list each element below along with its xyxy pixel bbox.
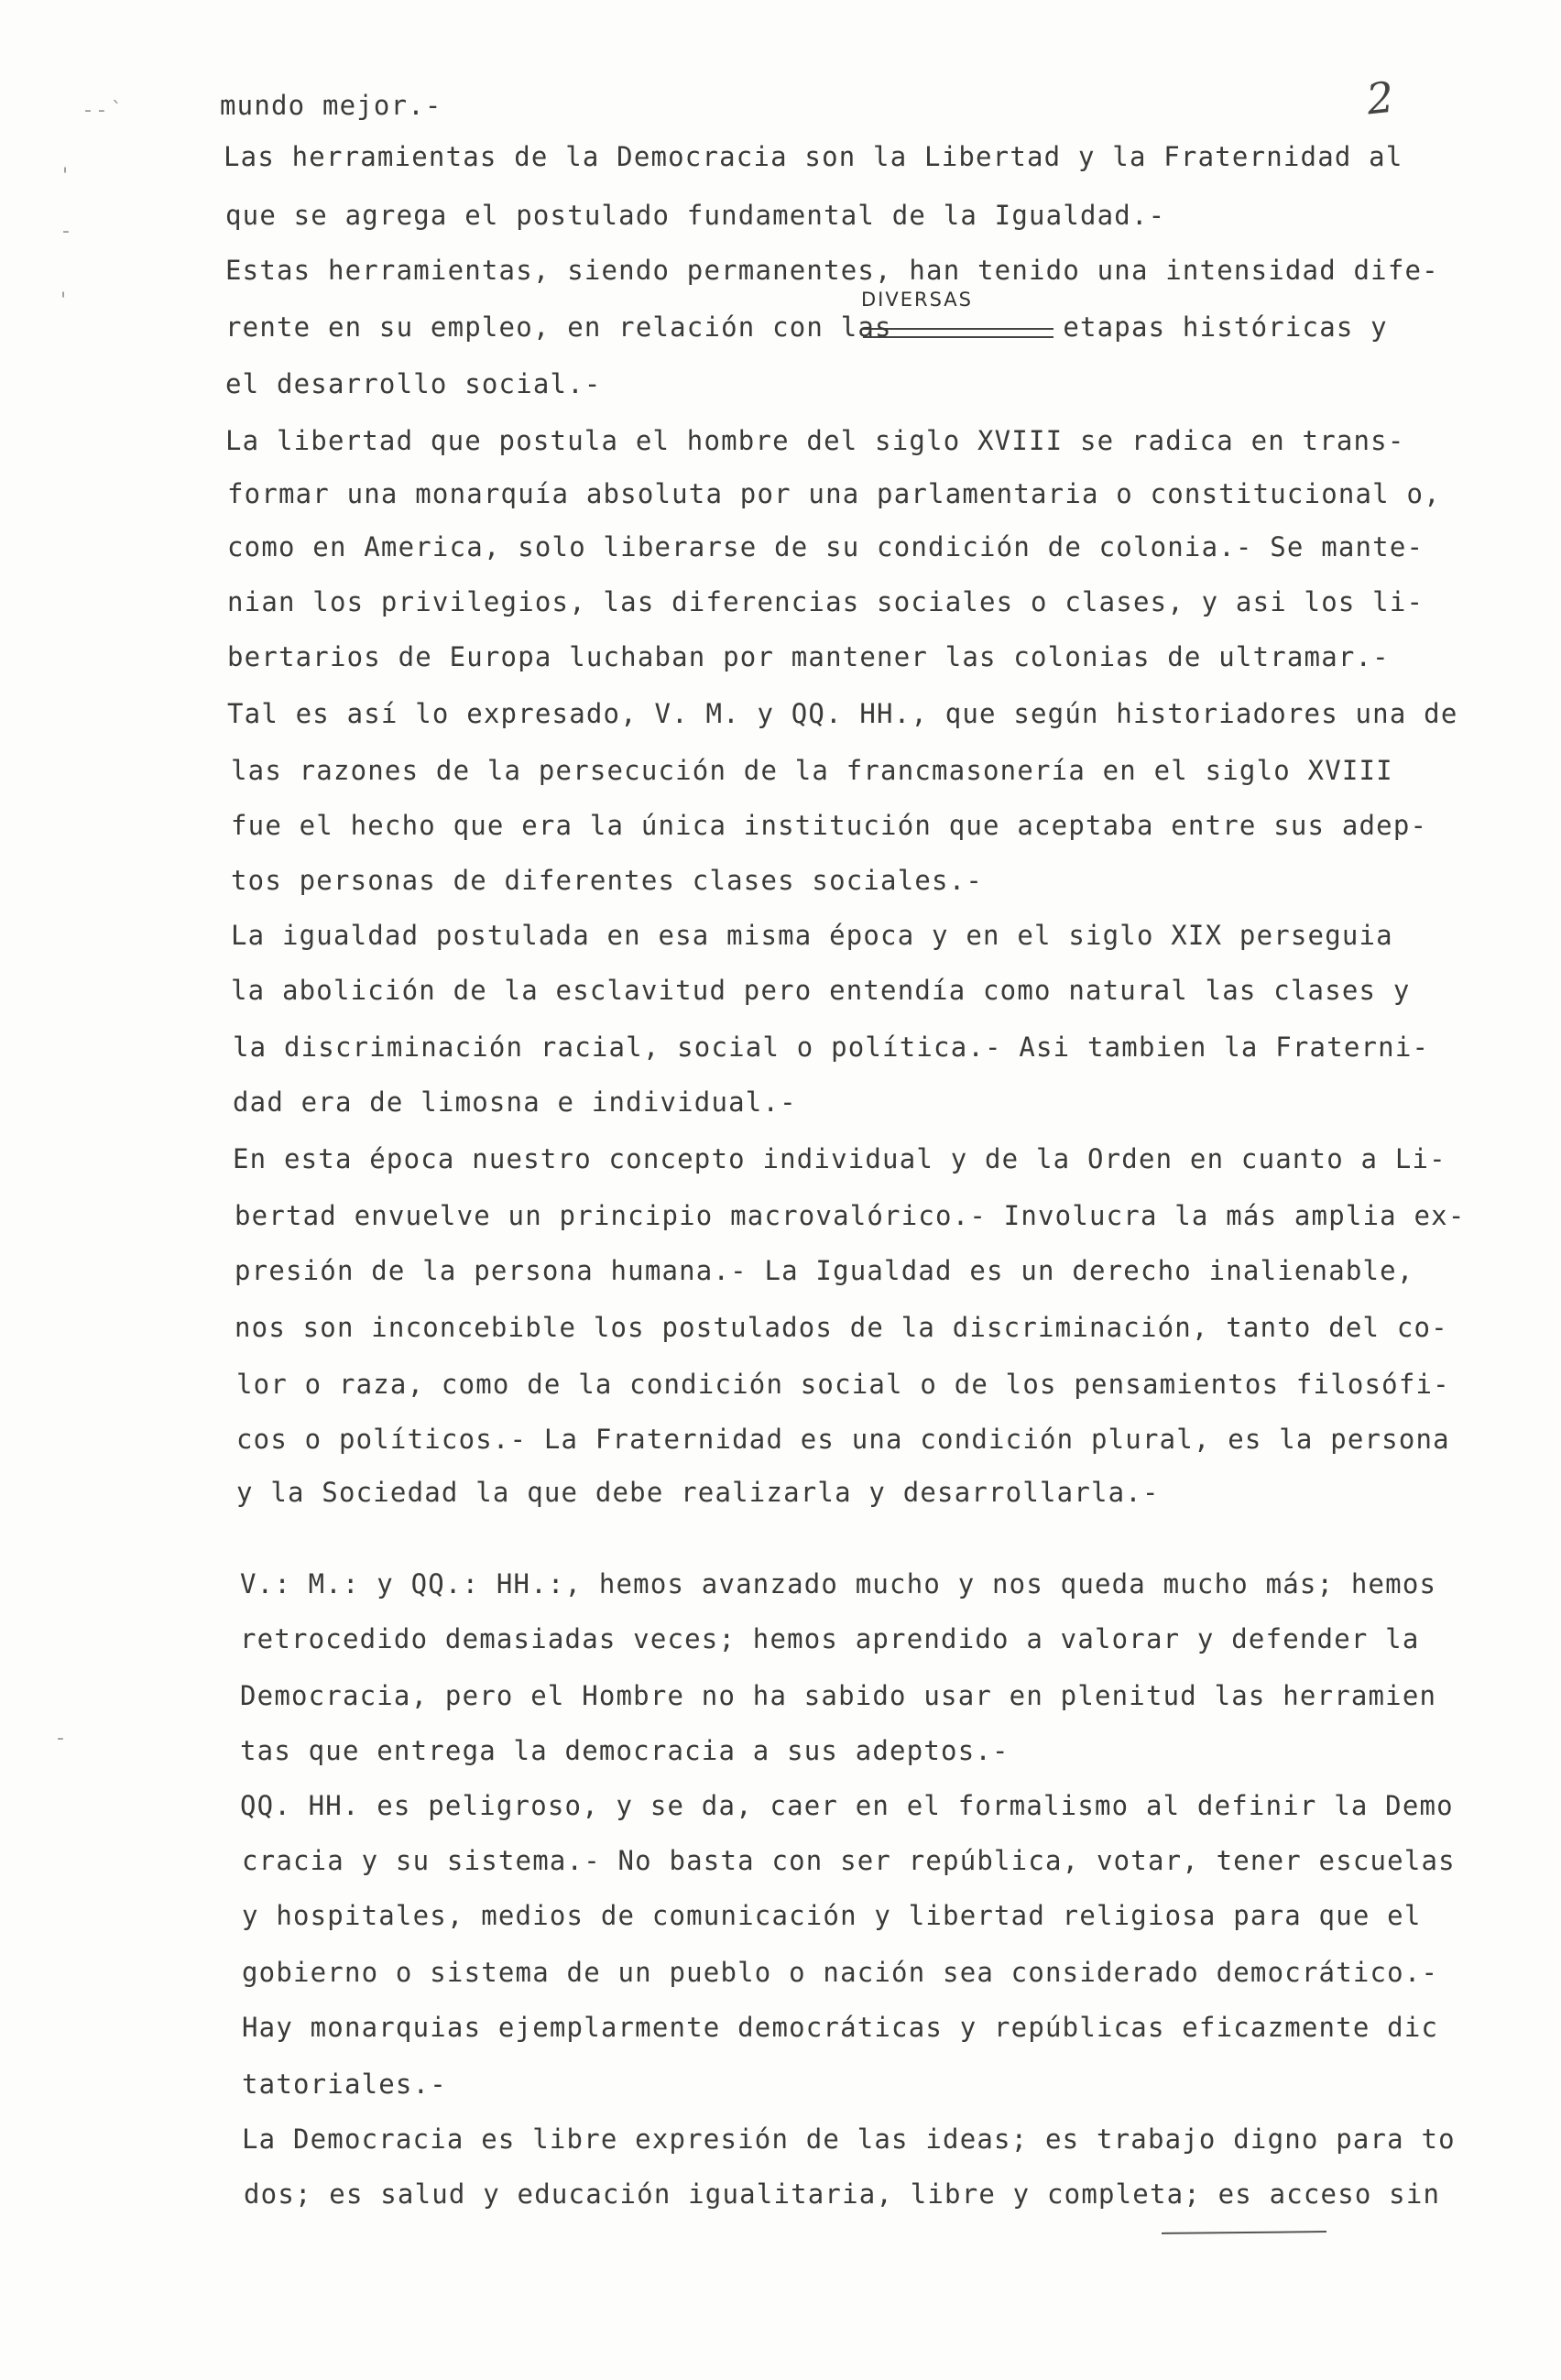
text-line: el desarrollo social.- [225,368,602,399]
text-line: tos personas de diferentes clases sociales.- [231,865,984,896]
margin-mark: ' [62,165,69,188]
text-line: lor o raza, como de la condición social o de los pensamientos filosófi- [236,1369,1450,1400]
text-line: como en America, solo liberarse de su condición de colonia.- Se mante- [227,531,1425,562]
text-line: Estas herramientas, siendo permanentes, han tenido una intensidad dife- [225,255,1439,286]
margin-mark: - [62,220,70,243]
text-line: y la Sociedad la que debe realizarla y desarrollarla.- [236,1477,1160,1508]
text-line: La igualdad postulada en esa misma época y en el siglo XIX perseguia [231,920,1393,951]
text-line: y hospitales, medios de comunicación y libertad religiosa para que el [242,1900,1422,1931]
text-line: que se agrega el postulado fundamental de la Igualdad.- [225,200,1166,231]
handwritten-annotation: DIVERSAS [861,289,974,311]
text-line: QQ. HH. es peligroso, y se da, caer en el formalismo al definir la Demo [240,1790,1454,1821]
text-line: Las herramientas de la Democracia son la Libertad y la Fraternidad al [224,141,1403,172]
text-line: retrocedido demasiadas veces; hemos aprendido a valorar y defender la [240,1623,1420,1654]
text-line: La Democracia es libre expresión de las ideas; es trabajo digno para to [242,2123,1456,2155]
text-line: V.: M.: y QQ.: HH.:, hemos avanzado mucho y nos queda mucho más; hemos [240,1568,1437,1599]
text-line: presión de la persona humana.- La Igualdad es un derecho inalienable, [235,1255,1414,1286]
text-line: formar una monarquía absoluta por una parlamentaria o constitucional o, [227,478,1441,509]
text-line: fue el hecho que era la única institución que aceptaba entre sus adep- [231,810,1428,841]
page-number: 2 [1364,71,1397,125]
text-line: gobierno o sistema de un pueblo o nación sea considerado democrático.- [242,1957,1439,1988]
text-line: mundo mejor.- [220,90,442,121]
text-line: la abolición de la esclavitud pero entendía como natural las clases y [231,975,1411,1006]
text-line: dos; es salud y educación igualitaria, libre y completa; es acceso sin [244,2178,1441,2210]
text-line: nos son inconcebible los postulados de la discriminación, tanto del co- [235,1312,1448,1343]
text-line: La libertad que postula el hombre del siglo XVIII se radica en trans- [225,425,1405,456]
margin-mark: ' [60,289,67,312]
text-line: cos o políticos.- La Fraternidad es una condición plural, es la persona [236,1424,1450,1455]
text-line: bertad envuelve un principio macrovalórico.- Involucra la más amplia ex- [235,1200,1466,1231]
text-line: las razones de la persecución de la francmasonería en el siglo XVIII [231,755,1393,786]
text-line: nian los privilegios, las diferencias sociales o clases, y asi los li- [227,586,1425,617]
text-line: tas que entrega la democracia a sus adeptos.- [240,1735,1010,1766]
handwritten-underline [1162,2231,1326,2234]
text-line: rente en su empleo, en relación con las etapas históricas y [225,311,1388,343]
text-line: tatoriales.- [242,2069,447,2100]
text-line: la discriminación racial, social o política.- Asi tambien la Fraterni- [233,1032,1430,1063]
text-line: Hay monarquias ejemplarmente democráticas y repúblicas eficazmente dic [242,2012,1439,2043]
margin-mark: - - ` [84,99,122,122]
text-line: bertarios de Europa luchaban por mantener las colonias de ultramar.- [227,641,1390,672]
margin-mark: - [57,1727,64,1750]
text-line: En esta época nuestro concepto individual y de la Orden en cuanto a Li- [233,1143,1446,1174]
text-line: Democracia, pero el Hombre no ha sabido usar en plenitud las herramien [240,1680,1437,1711]
text-line: Tal es así lo expresado, V. M. y QQ. HH., que según historiadores una de [227,698,1458,729]
text-line: cracia y su sistema.- No basta con ser república, votar, tener escuelas [242,1845,1456,1876]
text-line: dad era de limosna e individual.- [233,1086,797,1118]
